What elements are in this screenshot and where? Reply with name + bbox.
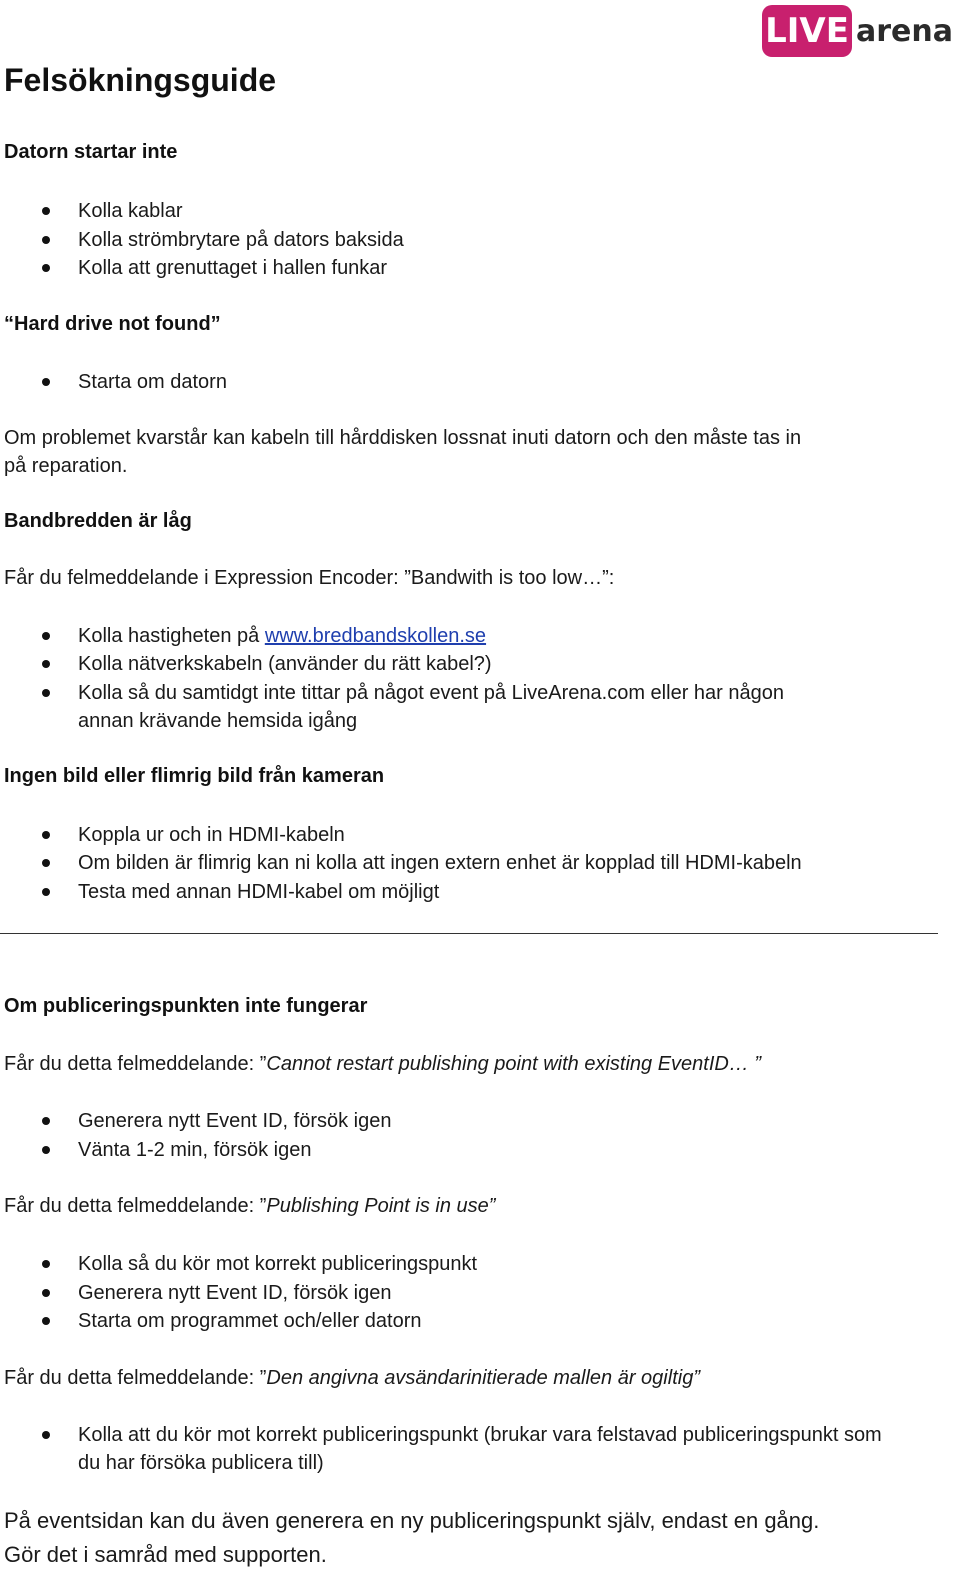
bullet <box>42 1260 50 1268</box>
logo-text: arena <box>856 13 953 49</box>
error-message-3 <box>4 1364 934 1392</box>
section-heading-no-image: Ingen bild eller flimrig bild från kameran <box>4 765 385 787</box>
list-item: Vänta 1-2 min, försök igen <box>78 1139 312 1161</box>
list-item-continuation: annan krävande hemsida igång <box>78 710 358 732</box>
footer-line: På eventsidan kan du även generera en ny publiceringspunkt själv, endast en gång. <box>4 1508 820 1533</box>
bullet <box>42 207 50 215</box>
bullet <box>42 1431 50 1439</box>
list-item: Kolla strömbrytare på dators baksida <box>78 229 404 251</box>
bullet <box>42 1117 50 1125</box>
bandwidth-intro: Får du felmeddelande i Expression Encoder: ”Bandwith is too low…”: <box>4 567 615 589</box>
list-item-prefix: Kolla hastigheten på <box>78 625 265 647</box>
bullet <box>42 859 50 867</box>
list-item: Generera nytt Event ID, försök igen <box>78 1282 392 1304</box>
bullet <box>42 660 50 668</box>
bredbandskollen-link[interactable]: www.bredbandskollen.se <box>264 625 487 647</box>
error-message-2 <box>4 1192 934 1220</box>
error-message-1 <box>4 1050 934 1078</box>
logo-box: LIVE <box>762 5 852 57</box>
section-heading-hard-drive: “Hard drive not found” <box>4 313 221 335</box>
bullet <box>42 1289 50 1297</box>
bullet <box>42 632 50 640</box>
bullet <box>42 888 50 896</box>
list-item: Kolla att grenuttaget i hallen funkar <box>78 257 388 279</box>
list-item-continuation: du har försöka publicera till) <box>78 1452 324 1474</box>
bullet <box>42 264 50 272</box>
paragraph-line: på reparation. <box>4 455 128 477</box>
message-text: Cannot restart publishing point with existing EventID… ” <box>266 1053 762 1075</box>
list-item: Testa med annan HDMI-kabel om möjligt <box>78 881 440 903</box>
message-text: Den angivna avsändarinitierade mallen är ogiltig” <box>266 1367 700 1389</box>
list-item <box>78 622 938 650</box>
list-item: Om bilden är flimrig kan ni kolla att ingen extern enhet är kopplad till HDMI-kabeln <box>78 852 802 874</box>
bullet <box>42 236 50 244</box>
message-prefix: Får du detta felmeddelande: ” <box>4 1195 267 1217</box>
page-title: Felsökningsguide <box>4 62 277 98</box>
bullet <box>42 1317 50 1325</box>
list-item: Kolla så du samtidgt inte tittar på något event på LiveArena.com eller har någon <box>78 682 784 704</box>
list-item: Kolla så du kör mot korrekt publiceringspunkt <box>78 1253 478 1275</box>
list-item: Generera nytt Event ID, försök igen <box>78 1110 392 1132</box>
bullet <box>42 831 50 839</box>
list-item: Kolla nätverkskabeln (använder du rätt kabel?) <box>78 653 492 675</box>
list-item: Kolla kablar <box>78 200 183 222</box>
message-text: Publishing Point is in use” <box>266 1195 496 1217</box>
list-item: Kolla att du kör mot korrekt publiceringspunkt (brukar vara felstavad publiceringspunkt som <box>78 1424 882 1446</box>
footer-line: Gör det i samråd med supporten. <box>4 1542 327 1567</box>
message-prefix: Får du detta felmeddelande: ” <box>4 1053 267 1075</box>
section-heading-bandwidth: Bandbredden är låg <box>4 510 192 532</box>
list-item: Koppla ur och in HDMI-kabeln <box>78 824 345 846</box>
bullet <box>42 378 50 386</box>
message-prefix: Får du detta felmeddelande: ” <box>4 1367 267 1389</box>
horizontal-divider <box>0 933 938 934</box>
list-item: Starta om programmet och/eller datorn <box>78 1310 422 1332</box>
bullet <box>42 1146 50 1154</box>
livearena-logo <box>762 4 954 58</box>
section-heading-computer-wont-start: Datorn startar inte <box>4 141 178 163</box>
paragraph-line: Om problemet kvarstår kan kabeln till hårddisken lossnat inuti datorn och den måste tas in <box>4 427 802 449</box>
bullet <box>42 689 50 697</box>
section-heading-publishing-point: Om publiceringspunkten inte fungerar <box>4 995 368 1017</box>
list-item: Starta om datorn <box>78 371 227 393</box>
